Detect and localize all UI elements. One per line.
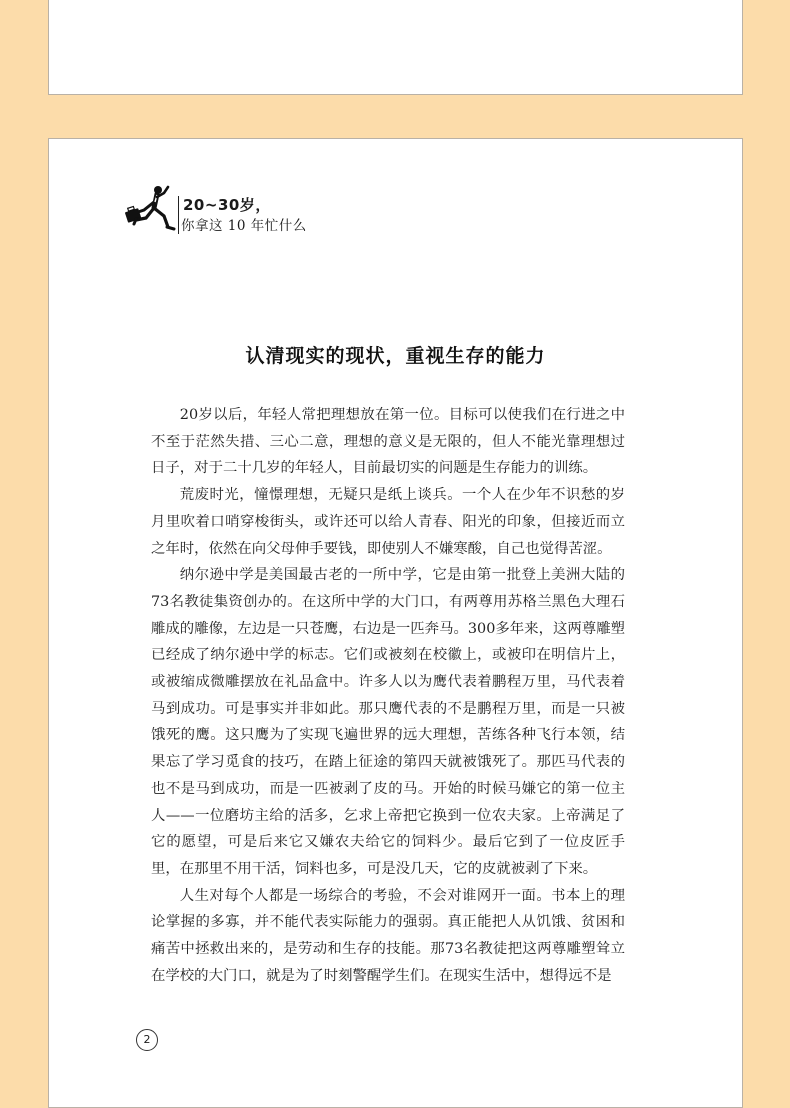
article-title: 认清现实的现状，重视生存的能力: [245, 345, 546, 367]
chapter-title: 20~30岁，: [183, 196, 271, 214]
previous-page: [48, 0, 743, 95]
chapter-subtitle: 你拿这 10 年忙什么: [181, 218, 307, 234]
paragraph: 人生对每个人都是一场综合的考验，不会对谁网开一面。书本上的理论掌握的多寡，并不能代表实际能力的强弱。真正能把人从饥饿、贫困和痛苦中拯救出来的，是劳动和生存的技能。那73名教徒把这两尊雕塑耸立在学校的大门口，就是为了时刻警醒学生们。在现实生活中，想得远不是: [151, 887, 625, 984]
chapter-header: [124, 184, 364, 244]
current-page: [48, 138, 743, 1108]
paragraph: 荒废时光，憧憬理想，无疑只是纸上谈兵。一个人在少年不识愁的岁月里吹着口哨穿梭街头，或许还可以给人青春、阳光的印象，但接近而立之年时，依然在向父母伸手要钱，即使别人不嫌寒酸，自己也觉得苦涩。: [151, 487, 625, 557]
header-divider: [178, 196, 179, 234]
running-man-icon: [124, 184, 180, 244]
paragraph: 20岁以后，年轻人常把理想放在第一位。目标可以使我们在行进之中不至于茫然失措、三心二意，理想的意义是无限的，但人不能光靠理想过日子，对于二十几岁的年轻人，目前最切实的问题是生存能力的训练。: [151, 407, 625, 477]
article-body: [151, 402, 625, 989]
page-number: 2: [136, 1029, 158, 1051]
paragraph: 纳尔逊中学是美国最古老的一所中学，它是由第一批登上美洲大陆的73名教徒集资创办的。在这所中学的大门口，有两尊用苏格兰黑色大理石雕成的雕像，左边是一只苍鹰，右边是一匹奔马。300多年来，这两尊雕塑已经成了纳尔逊中学的标志。它们或被刻在校徽上，或被印在明信片上，或被缩成微雕摆放在礼品盒中。许多人以为鹰代表着鹏程万里，马代表着马到成功。可是事实并非如此。那只鹰代表的不是鹏程万里，而是一只被饿死的鹰。这只鹰为了实现飞遍世界的远大理想，苦练各种飞行本领，结果忘了学习觅食的技巧，在踏上征途的第四天就被饿死了。那匹马代表的也不是马到成功，而是一匹被剥了皮的马。开始的时候马嫌它的第一位主人——一位磨坊主给的活多，乞求上帝把它换到一位农夫家。上帝满足了它的愿望，可是后来它又嫌农夫给它的饲料少。最后它到了一位皮匠手里，在那里不用干活，饲料也多，可是没几天，它的皮就被剥了下来。: [151, 567, 625, 877]
